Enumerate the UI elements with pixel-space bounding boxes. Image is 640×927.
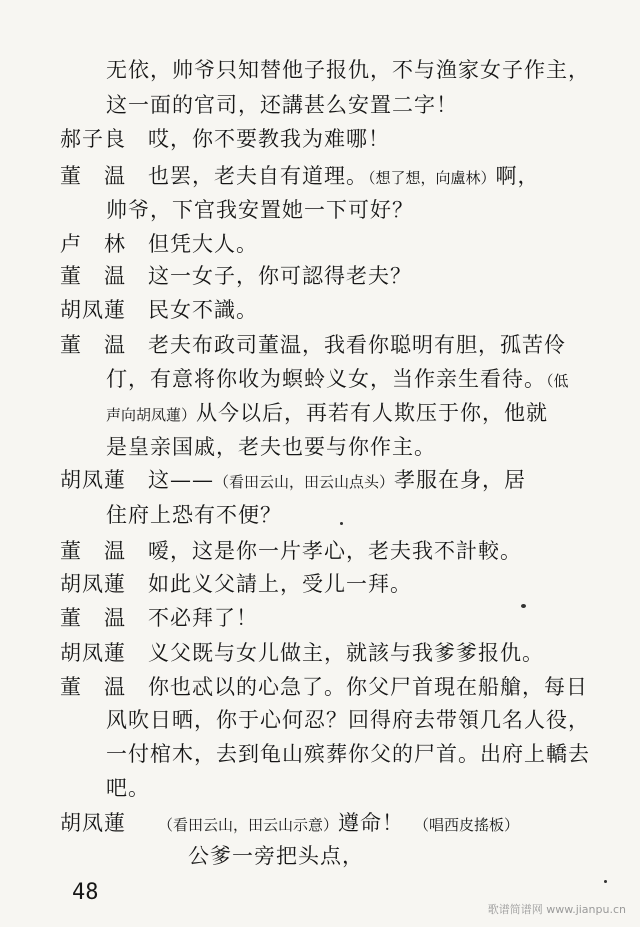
speaker-name: 胡凤蓮 xyxy=(60,468,126,492)
speaker-name: 董 温 xyxy=(60,606,126,630)
page-number: 48 xyxy=(72,880,99,905)
script-line xyxy=(188,843,364,869)
stage-direction: 声向胡凤蓮） xyxy=(106,406,197,424)
speaker-name: 胡凤蓮 xyxy=(60,811,126,835)
dialogue-text: 哎，你不要教我为难哪！ xyxy=(148,127,390,151)
script-line xyxy=(148,538,522,564)
script-line xyxy=(148,674,588,700)
speaker-name: 董 温 xyxy=(60,675,126,699)
speaker-name: 董 温 xyxy=(60,264,126,288)
script-line xyxy=(106,57,590,83)
script-line xyxy=(158,810,519,838)
speaker-name: 董 温 xyxy=(60,539,126,563)
stage-direction: （低 xyxy=(546,372,569,390)
dialogue-text: 义父既与女儿做主，就該与我爹爹报仇。 xyxy=(148,641,544,665)
script-line xyxy=(148,163,540,191)
speaker-name: 胡凤蓮 xyxy=(60,572,126,596)
dialogue-text: 你也忒以的心急了。你父尸首現在船艙，每日 xyxy=(148,675,588,699)
dialogue-text: 吧。 xyxy=(106,776,150,800)
dialogue-text: 这—— xyxy=(148,468,214,492)
speaker-name: 胡凤蓮 xyxy=(60,641,126,665)
dialogue-text: 这一女子，你可認得老夫？ xyxy=(148,264,412,288)
dialogue-text: 民女不識。 xyxy=(148,298,258,322)
scan-speck xyxy=(340,522,343,525)
stage-direction: （看田云山，田云山点头） xyxy=(214,473,395,491)
dialogue-text: 无依，帅爷只知替他子报仇，不与渔家女子作主， xyxy=(106,58,590,82)
script-line xyxy=(106,741,590,767)
script-line xyxy=(148,605,258,631)
dialogue-text: 住府上恐有不便？ xyxy=(106,503,282,527)
stage-direction: （唱西皮搖板） xyxy=(414,816,520,834)
script-line xyxy=(106,400,548,428)
speaker-name: 董 温 xyxy=(60,333,126,357)
stage-direction: （想了想，向盧林） xyxy=(368,169,496,187)
dialogue-text: 啊， xyxy=(495,164,540,188)
stage-direction: （看田云山，田云山示意） xyxy=(158,816,339,834)
script-line xyxy=(106,775,150,801)
script-line xyxy=(148,263,412,289)
dialogue-text: 如此义父請上，受儿一拜。 xyxy=(148,572,412,596)
speaker-name: 卢 林 xyxy=(60,232,126,256)
scan-speck xyxy=(521,604,526,608)
dialogue-text: 这一面的官司，还講甚么安置二字！ xyxy=(106,93,458,117)
script-line xyxy=(106,707,590,733)
speaker-name: 董 温 xyxy=(60,164,126,188)
dialogue-text: 一付棺木，去到龟山殡葬你父的尸首。出府上轎去 xyxy=(106,742,590,766)
script-line xyxy=(106,197,414,223)
dialogue-text: 老夫布政司董温，我看你聪明有胆，孤苦伶 xyxy=(148,333,566,357)
script-line xyxy=(148,571,412,597)
dialogue-text: 孝服在身，居 xyxy=(394,468,527,492)
speaker-name: 胡凤蓮 xyxy=(60,298,126,322)
script-line xyxy=(148,231,258,257)
script-line xyxy=(106,366,569,394)
speaker-name: 郝子良 xyxy=(60,127,126,151)
script-line xyxy=(148,297,258,323)
dialogue-text: 不必拜了！ xyxy=(148,606,258,630)
dialogue-text: 帅爷，下官我安置她一下可好？ xyxy=(106,198,414,222)
script-line xyxy=(148,640,544,666)
watermark: 歌谱简谱网 www.jianpu.cn xyxy=(487,903,626,916)
script-line xyxy=(106,92,458,118)
dialogue-text: 是皇亲国戚，老夫也要与你作主。 xyxy=(106,435,436,459)
dialogue-text: 风吹日晒，你于心何忍？回得府去带領几名人役， xyxy=(106,708,590,732)
dialogue-text: 从今以后，再若有人欺压于你，他就 xyxy=(196,401,549,425)
dialogue-text: 但凭大人。 xyxy=(148,232,258,256)
script-line xyxy=(148,467,526,495)
dialogue-text: 嗳，这是你一片孝心，老夫我不計較。 xyxy=(148,539,522,563)
script-line xyxy=(106,502,282,528)
dialogue-text: 遵命！ xyxy=(338,811,405,835)
dialogue-text: 仃，有意将你收为螟蛉义女，当作亲生看待。 xyxy=(106,367,546,391)
script-line xyxy=(148,332,566,358)
scan-speck xyxy=(604,880,607,883)
dialogue-text: 也罢，老夫自有道理。 xyxy=(148,164,368,188)
script-line xyxy=(106,434,436,460)
dialogue-text: 公爹一旁把头点， xyxy=(188,844,364,868)
script-line xyxy=(148,126,390,152)
